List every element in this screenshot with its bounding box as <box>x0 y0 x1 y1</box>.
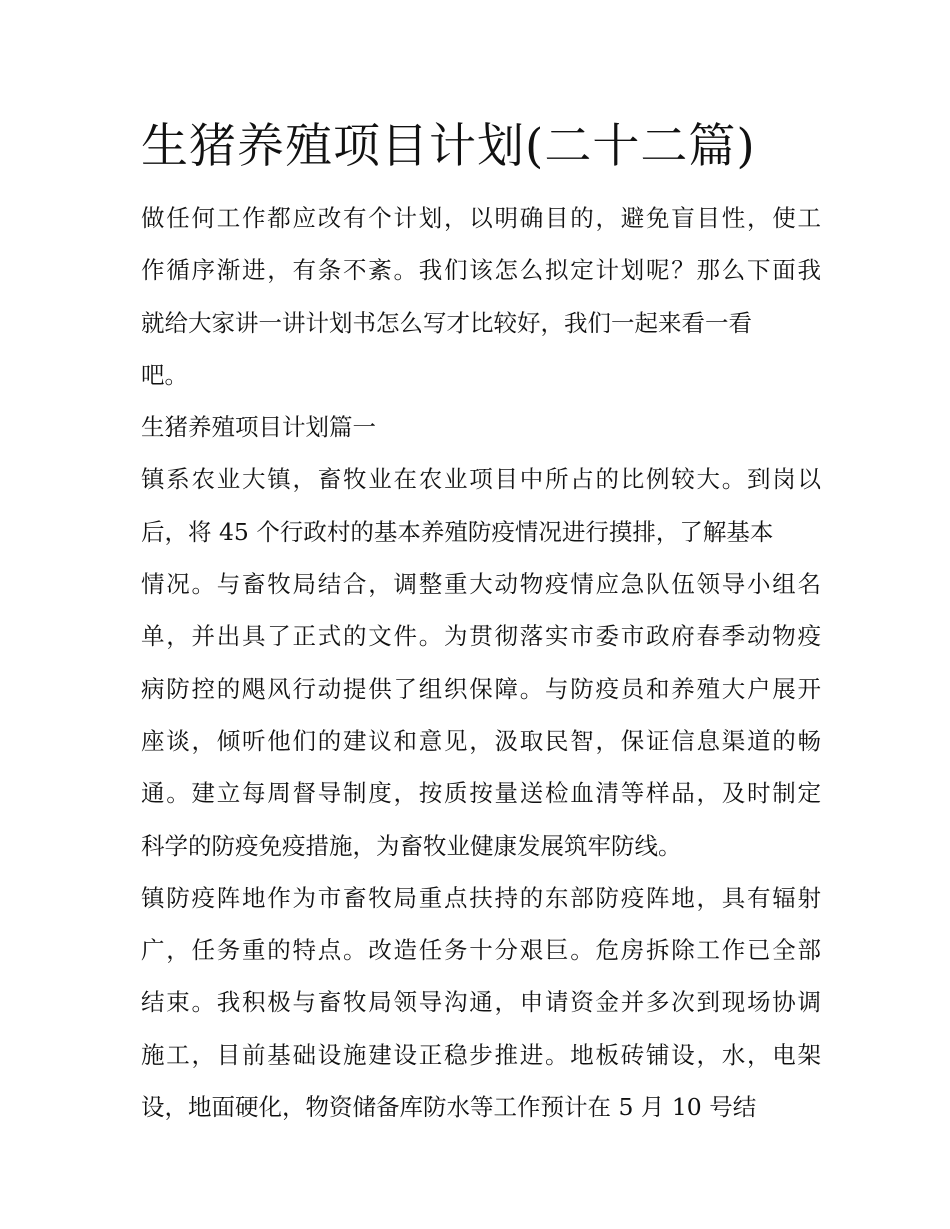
text-line: 病防控的飓风行动提供了组织保障。与防疫员和养殖大户展开 <box>141 674 821 703</box>
text-line: 施工，目前基础设施建设正稳步推进。地板砖铺设，水，电架 <box>141 1040 821 1069</box>
text-line: 做任何工作都应改有个计划，以明确目的，避免盲目性，使工 <box>141 204 821 232</box>
text-line: 吧。 <box>141 360 188 389</box>
text-line: 单，并出具了正式的文件。为贯彻落实市委市政府春季动物疫 <box>141 622 821 651</box>
text-line: 后，将 45 个行政村的基本养殖防疫情况进行摸排，了解基本 <box>141 517 774 546</box>
text-line: 情况。与畜牧局结合，调整重大动物疫情应急队伍领导小组名 <box>141 570 821 599</box>
text-line: 生猪养殖项目计划篇一 <box>141 413 376 442</box>
text-line: 科学的防疫免疫措施，为畜牧业健康发展筑牢防线。 <box>141 831 682 860</box>
text-line: 作循序渐进，有条不紊。我们该怎么拟定计划呢？那么下面我 <box>141 256 821 285</box>
text-line: 结束。我积极与畜牧局领导沟通，申请资金并多次到现场协调 <box>141 988 821 1017</box>
text-line: 通。建立每周督导制度，按质按量送检血清等样品，及时制定 <box>141 779 821 808</box>
text-line: 镇系农业大镇，畜牧业在农业项目中所占的比例较大。到岗以 <box>141 465 821 494</box>
text-line: 镇防疫阵地作为市畜牧局重点扶持的东部防疫阵地，具有辐射 <box>141 883 821 912</box>
document-title: 生猪养殖项目计划(二十二篇) <box>141 119 756 174</box>
document-body <box>141 192 821 1133</box>
text-line: 就给大家讲一讲计划书怎么写才比较好，我们一起来看一看 <box>141 308 752 337</box>
text-line: 广，任务重的特点。改造任务十分艰巨。危房拆除工作已全部 <box>141 936 821 965</box>
text-line: 设，地面硬化，物资储备库防水等工作预计在 5 月 10 号结 <box>141 1093 757 1122</box>
text-line: 座谈，倾听他们的建议和意见，汲取民智，保证信息渠道的畅 <box>141 726 821 755</box>
